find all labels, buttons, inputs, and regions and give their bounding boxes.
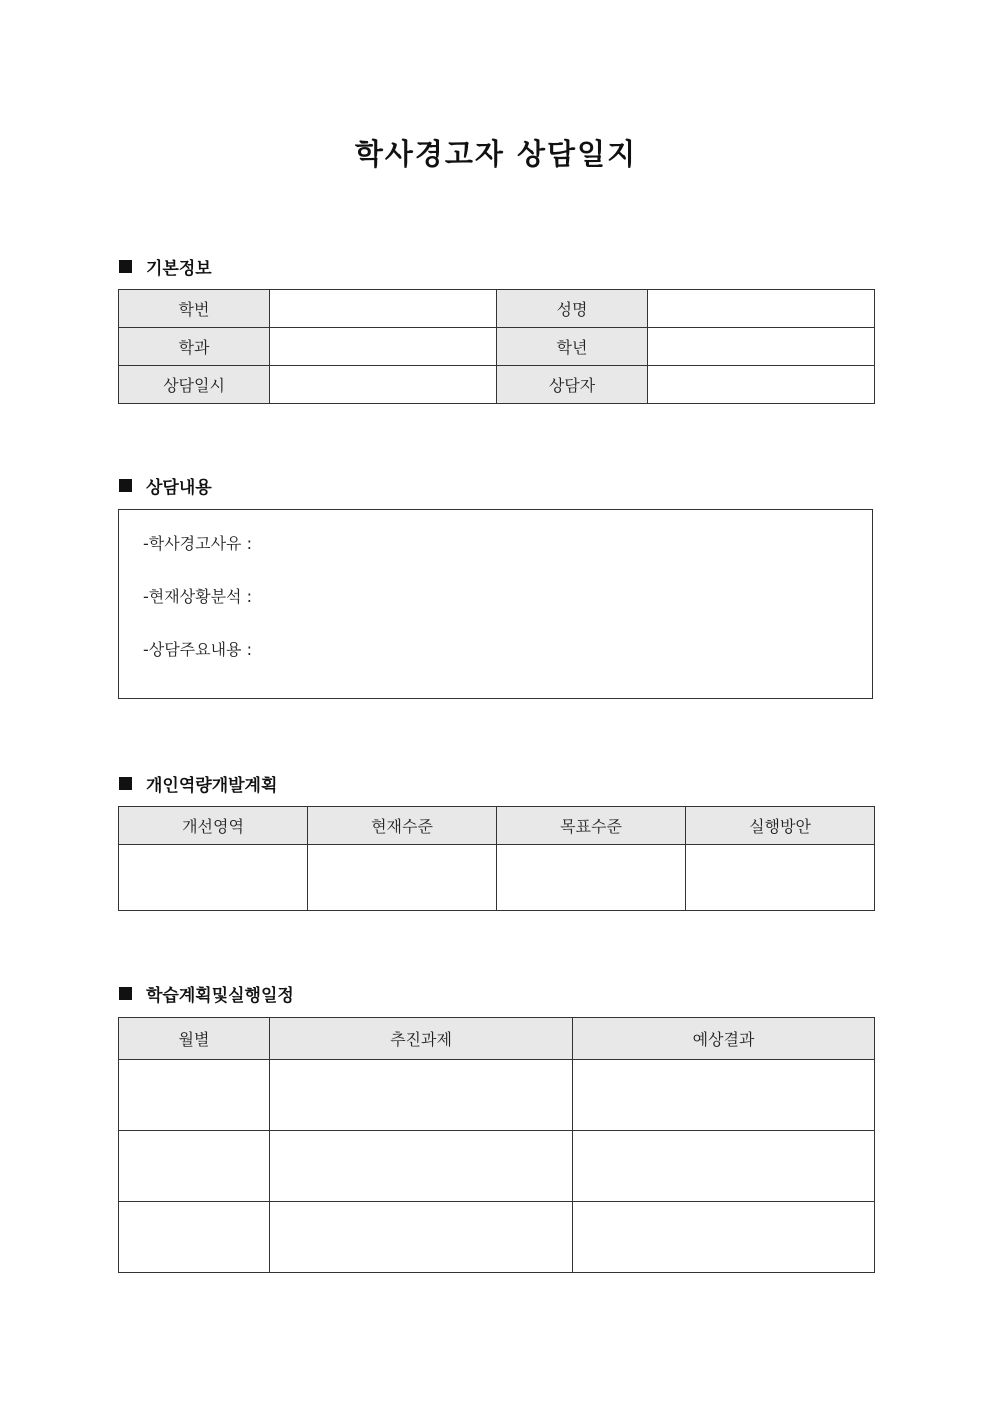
table-row	[119, 1131, 875, 1202]
month-field[interactable]	[119, 1202, 270, 1273]
development-plan-table	[118, 806, 875, 911]
table-header-row	[119, 1018, 875, 1060]
table-row	[119, 328, 875, 366]
table-header-row	[119, 807, 875, 845]
expected-result-field[interactable]	[573, 1131, 875, 1202]
basic-info-table	[118, 289, 875, 404]
section-heading-label: 기본정보	[146, 259, 212, 279]
label-student-id: 학번	[119, 290, 270, 328]
table-row	[119, 1060, 875, 1131]
note-current-analysis: -현재상황분석 :	[143, 587, 252, 606]
counseling-content-box[interactable]	[118, 509, 873, 699]
action-plan-field[interactable]	[686, 845, 875, 911]
section-heading-schedule	[119, 981, 294, 1006]
header-action-plan: 실행방안	[686, 807, 875, 845]
label-counselor: 상담자	[497, 366, 648, 404]
month-field[interactable]	[119, 1060, 270, 1131]
target-level-field[interactable]	[497, 845, 686, 911]
department-field[interactable]	[270, 328, 497, 366]
label-name: 성명	[497, 290, 648, 328]
current-level-field[interactable]	[308, 845, 497, 911]
section-heading-basic-info	[119, 254, 212, 279]
section-heading-label: 개인역량개발계획	[146, 776, 278, 796]
header-target-level: 목표수준	[497, 807, 686, 845]
label-department: 학과	[119, 328, 270, 366]
header-improvement-area: 개선영역	[119, 807, 308, 845]
header-expected-result: 예상결과	[573, 1018, 875, 1060]
header-month: 월별	[119, 1018, 270, 1060]
table-row	[119, 366, 875, 404]
document-title: 학사경고자 상담일지	[354, 137, 638, 171]
note-main-content: -상담주요내용 :	[143, 640, 252, 659]
tasks-field[interactable]	[270, 1202, 573, 1273]
tasks-field[interactable]	[270, 1131, 573, 1202]
square-bullet-icon	[119, 479, 132, 492]
square-bullet-icon	[119, 260, 132, 273]
label-counsel-date: 상담일시	[119, 366, 270, 404]
section-heading-counseling	[119, 473, 212, 498]
square-bullet-icon	[119, 777, 132, 790]
section-heading-label: 학습계획및실행일정	[146, 986, 294, 1006]
counsel-date-field[interactable]	[270, 366, 497, 404]
note-warning-reason: -학사경고사유 :	[143, 534, 252, 553]
counselor-field[interactable]	[648, 366, 875, 404]
month-field[interactable]	[119, 1131, 270, 1202]
table-row	[119, 1202, 875, 1273]
name-field[interactable]	[648, 290, 875, 328]
section-heading-label: 상담내용	[146, 478, 212, 498]
table-row	[119, 845, 875, 911]
table-row	[119, 290, 875, 328]
square-bullet-icon	[119, 987, 132, 1000]
label-grade: 학년	[497, 328, 648, 366]
improvement-area-field[interactable]	[119, 845, 308, 911]
student-id-field[interactable]	[270, 290, 497, 328]
grade-field[interactable]	[648, 328, 875, 366]
header-current-level: 현재수준	[308, 807, 497, 845]
tasks-field[interactable]	[270, 1060, 573, 1131]
expected-result-field[interactable]	[573, 1202, 875, 1273]
study-schedule-table	[118, 1017, 875, 1273]
section-heading-development	[119, 771, 277, 796]
header-tasks: 추진과제	[270, 1018, 573, 1060]
expected-result-field[interactable]	[573, 1060, 875, 1131]
